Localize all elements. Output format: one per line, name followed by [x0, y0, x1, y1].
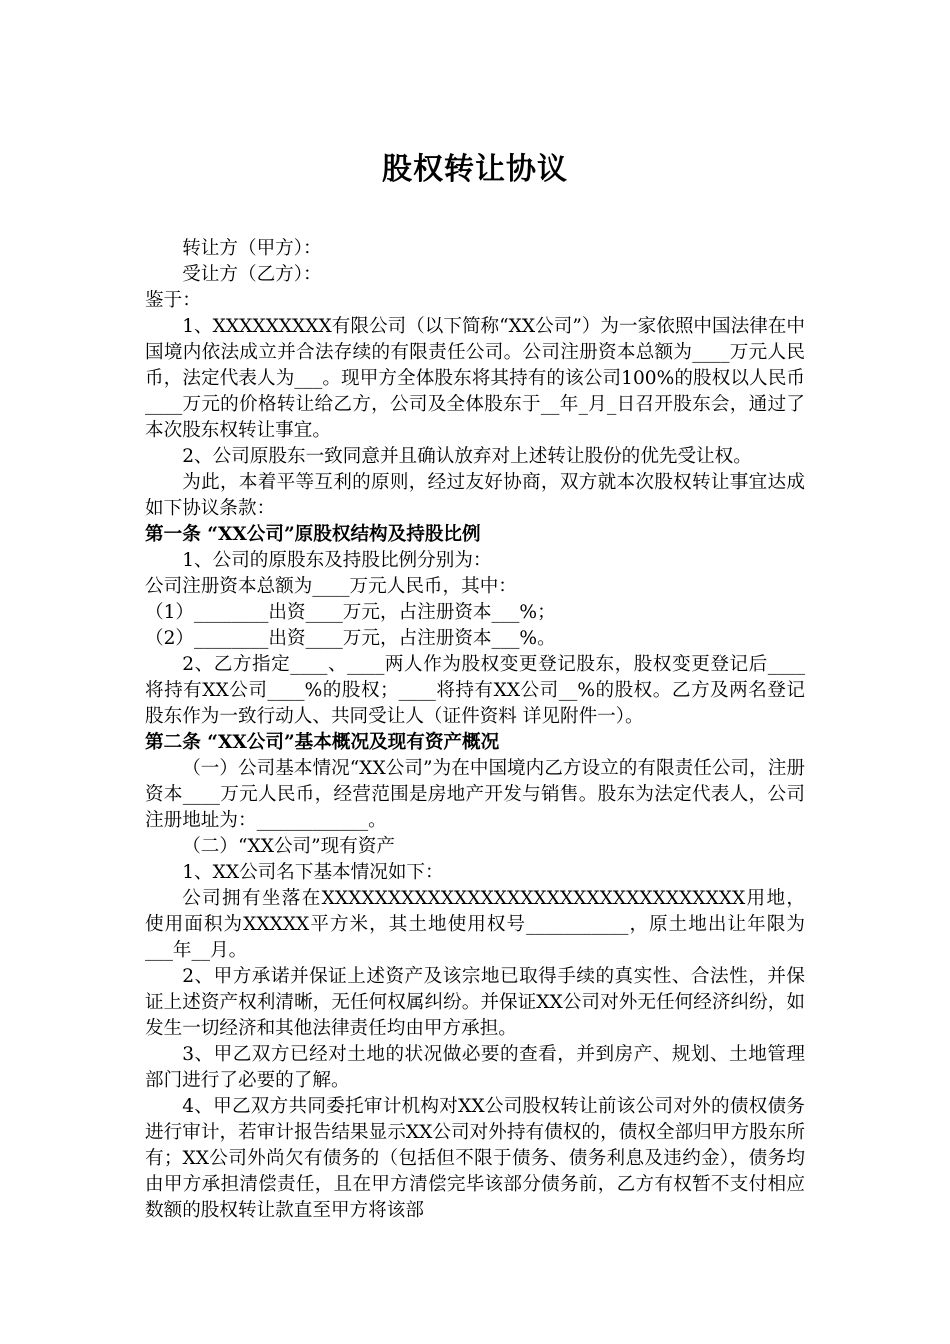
article-1-item-2: 2、乙方指定____、____两人作为股权变更登记股东，股权变更登记后____将持有XX公司____%的股权；____将持有XX公司__%的股权。乙方及两名登记股东作为一致行动人、共同受让人（证件资料 详见附件一）。	[145, 654, 805, 727]
transferee-line: 受让方（乙方）：	[182, 264, 322, 285]
preamble-paragraph: 为此，本着平等互利的原则，经过友好协商，双方就本次股权转让事宜达成如下协议条款：	[145, 472, 805, 519]
document-body	[145, 236, 805, 1224]
document-title: 股权转让协议	[382, 152, 568, 187]
registered-capital-line: 公司注册资本总额为____万元人民币，其中：	[145, 576, 517, 597]
article-2-heading: 第二条 “XX公司”基本概况及现有资产概况	[145, 732, 500, 753]
article-1-item-1: 1、公司的原股东及持股比例分别为：	[182, 550, 492, 571]
assets-item-3: 3、甲乙双方已经对土地的状况做必要的查看，并到房产、规划、土地管理部门进行了必要的了解。	[145, 1044, 805, 1091]
land-description: 公司拥有坐落在XXXXXXXXXXXXXXXXXXXXXXXXXXXXXXXX用地，使用面积为XXXXX平方米，其土地使用权号___________，原土地出让年限为___年__月。	[145, 888, 805, 961]
company-basic-info: （一）公司基本情况“XX公司”为在中国境内乙方设立的有限责任公司，注册资本____万元人民币，经营范围是房地产开发与销售。股东为法定代表人，公司注册地址为：____________。	[145, 758, 805, 831]
assets-item-2: 2、甲方承诺并保证上述资产及该宗地已取得手续的真实性、合法性，并保证上述资产权利清晰，无任何权属纠纷。并保证XX公司对外无任何经济纠纷，如发生一切经济和其他法律责任均由甲方承担。	[145, 966, 805, 1039]
whereas-clause-1: 1、XXXXXXXXX有限公司（以下简称“XX公司”）为一家依照中国法律在中国境内依法成立并合法存续的有限责任公司。公司注册资本总额为____万元人民币，法定代表人为___。现甲方全体股东将其持有的该公司100%的股权以人民币____万元的价格转让给乙方，公司及全体股东于__年_月_日召开股东会，通过了本次股东权转让事宜。	[145, 316, 805, 441]
shareholder-line-2: （2）________出资____万元，占注册资本___%。	[145, 628, 556, 649]
shareholder-line-1: （1）________出资____万元，占注册资本___%；	[145, 602, 556, 623]
whereas-label: 鉴于：	[145, 290, 201, 311]
article-1-heading: 第一条 “XX公司”原股权结构及持股比例	[145, 524, 481, 545]
whereas-clause-2: 2、公司原股东一致同意并且确认放弃对上述转让股份的优先受让权。	[182, 446, 752, 467]
assets-item-4: 4、甲乙双方共同委托审计机构对XX公司股权转让前该公司对外的债权债务进行审计，若审计报告结果显示XX公司对外持有债权的，债权全部归甲方股东所有；XX公司外尚欠有债务的（包括但不限于债务、债务利息及违约金），债务均由甲方承担清偿责任，且在甲方清偿完毕该部分债务前，乙方有权暂不支付相应数额的股权转让款直至甲方将该部	[145, 1096, 805, 1221]
transferor-line: 转让方（甲方）：	[182, 238, 322, 259]
existing-assets-heading: （二）“XX公司”现有资产	[182, 836, 396, 857]
assets-item-1: 1、XX公司名下基本情况如下：	[182, 862, 444, 883]
